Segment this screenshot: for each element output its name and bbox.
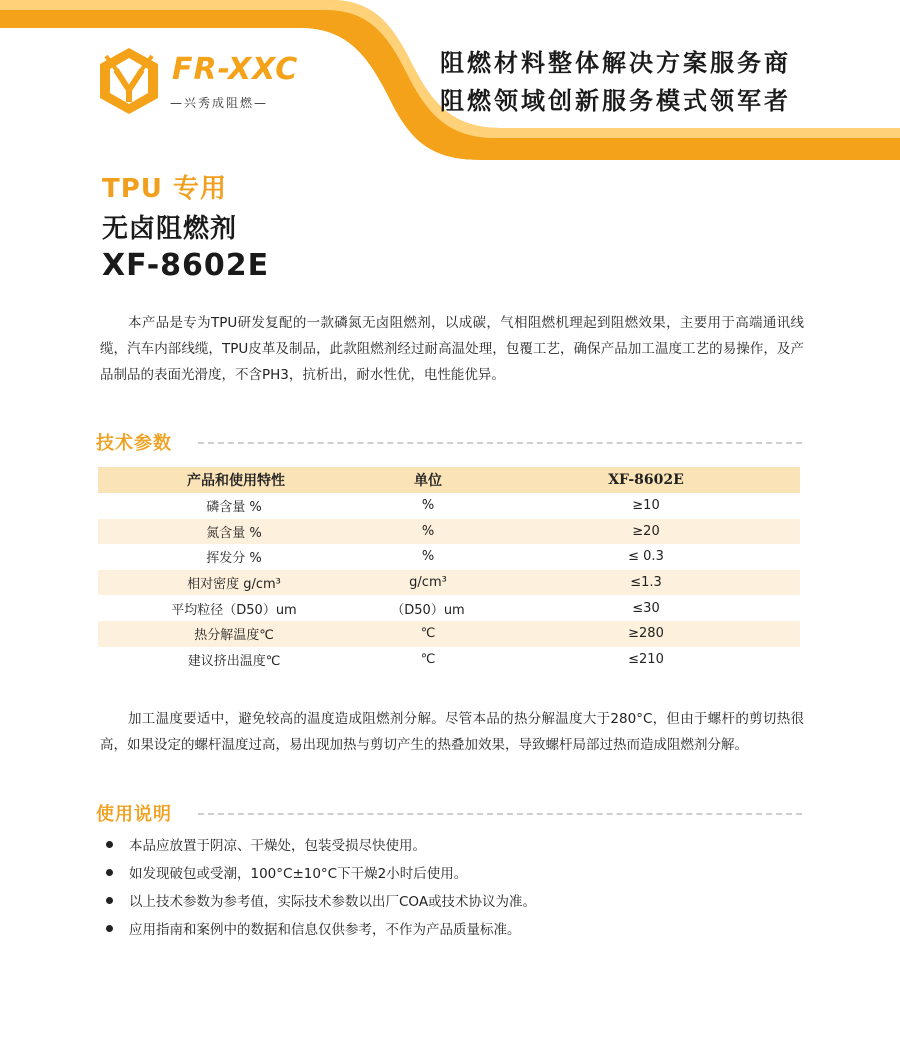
table-row (98, 595, 800, 621)
cell-unit: g/cm³ (409, 575, 447, 591)
section-divider (198, 813, 802, 815)
table-row (98, 544, 800, 570)
cell-value: ≥20 (632, 523, 660, 539)
cell-property: 平均粒径（D50）um (171, 602, 297, 618)
logo-text: FR-XXC (172, 52, 299, 87)
cell-property: 建议挤出温度℃ (187, 653, 281, 669)
bullet-icon (106, 841, 113, 848)
cell-unit: % (421, 498, 435, 514)
list-item (106, 914, 806, 942)
cell-value: ≤ 0.3 (628, 549, 664, 565)
cell-property: 挥发分 % (206, 551, 262, 567)
slogan-line-2: 阻燃领域创新服务模式领军者 (440, 87, 791, 115)
usage-list (106, 830, 806, 942)
bullet-icon (106, 869, 113, 876)
cell-unit: % (421, 523, 435, 539)
list-item-text: 应用指南和案例中的数据和信息仅供参考，不作为产品质量标准。 (129, 922, 521, 938)
company-logo (96, 46, 316, 126)
header-property: 产品和使用特性 (187, 473, 285, 489)
cell-unit: ℃ (420, 651, 436, 667)
list-item (106, 830, 806, 858)
product-category-title: TPU 专用 (102, 174, 227, 204)
bullet-icon (106, 925, 113, 932)
list-item-text: 以上技术参数为参考值，实际技术参数以出厂COA或技术协议为准。 (129, 894, 537, 910)
cell-value: ≤210 (628, 651, 664, 667)
cell-unit: ℃ (420, 626, 436, 642)
header-value: XF-8602E (608, 472, 684, 488)
processing-note-paragraph: 加工温度要适中，避免较高的温度造成阻燃剂分解。尽管本品的热分解温度大于280°C，但由于螺杆的剪切热很高，如果设定的螺杆温度过高，易出现加热与剪切产生的热叠加效果，导致螺杆局部过热而造成阻燃剂分解。 (100, 711, 804, 753)
page-header (0, 0, 900, 160)
slogan (440, 44, 791, 120)
cell-value: ≥280 (628, 626, 664, 642)
cell-value: ≥10 (632, 498, 660, 514)
cell-property: 氮含量 % (206, 525, 262, 541)
table-row (98, 621, 800, 647)
table-header-row (98, 467, 800, 493)
cell-value: ≤30 (632, 600, 660, 616)
cell-property: 热分解温度℃ (194, 628, 274, 644)
cell-property: 相对密度 g/cm³ (187, 577, 281, 593)
bullet-icon (106, 897, 113, 904)
tech-params-heading: 技术参数 (96, 433, 172, 454)
cell-unit: % (421, 549, 435, 565)
table-row (98, 493, 800, 519)
table-row (98, 519, 800, 545)
header-unit: 单位 (414, 473, 442, 489)
list-item-text: 本品应放置于阴凉、干燥处，包装受损尽快使用。 (129, 838, 426, 854)
logo-subtitle: —兴秀成阻燃— (170, 96, 269, 110)
list-item (106, 858, 806, 886)
cell-value: ≤1.3 (630, 575, 662, 591)
table-row (98, 570, 800, 596)
product-type-title: 无卤阻燃剂 (102, 214, 238, 244)
table-row (98, 647, 800, 673)
cell-unit: （D50）um (391, 602, 465, 618)
cell-property: 磷含量 % (206, 500, 262, 516)
list-item (106, 886, 806, 914)
logo-mark-icon (96, 46, 162, 116)
usage-heading: 使用说明 (96, 804, 172, 825)
list-item-text: 如发现破包或受潮，100°C±10°C下干燥2小时后使用。 (129, 866, 468, 882)
slogan-line-1: 阻燃材料整体解决方案服务商 (440, 49, 791, 77)
product-model-title: XF-8602E (102, 248, 270, 283)
tech-params-table (98, 467, 800, 672)
section-divider (198, 442, 802, 444)
intro-paragraph: 本产品是专为TPU研发复配的一款磷氮无卤阻燃剂，以成碳，气相阻燃机理起到阻燃效果，主要用于高端通讯线缆，汽车内部线缆，TPU皮革及制品，此款阻燃剂经过耐高温处理，包覆工艺，确保产品加工温度工艺的易操作，及产品制品的表面光滑度，不含PH3，抗析出，耐水性优，电性能优异。 (100, 315, 804, 383)
